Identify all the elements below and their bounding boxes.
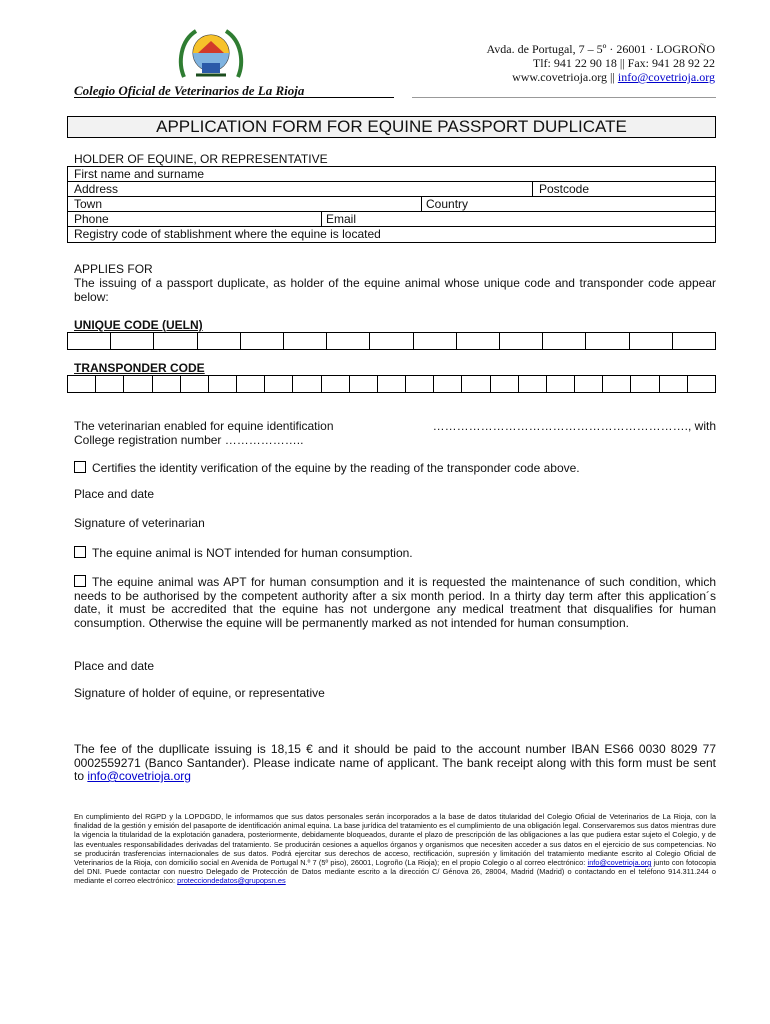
address-line-1: Avda. de Portugal, 7 – 5º · 26001 · LOGROÑO xyxy=(486,42,715,56)
first-name-label: First name and surname xyxy=(74,167,205,181)
ueln-grid[interactable] xyxy=(67,332,716,350)
ueln-label: UNIQUE CODE (UELN) xyxy=(74,318,203,332)
header-divider-right xyxy=(412,97,716,98)
certifies-text: Certifies the identity verification of the equine by the reading of the transponder code above. xyxy=(92,461,580,475)
holder-heading: HOLDER OF EQUINE, OR REPRESENTATIVE xyxy=(74,152,328,166)
vet-dots: ………………………………………………………., with xyxy=(432,419,716,433)
college-name: Colegio Oficial de Veterinarios de La Rioja xyxy=(74,83,305,98)
country-cell[interactable] xyxy=(421,197,717,211)
website-text: www.covetrioja.org xyxy=(512,70,608,84)
fee-text: The fee of the dupllicate issuing is 18,15 € and it should be paid to the account number IBAN ES66 0030 8029 77 0002559271 (Banco Santander). Please indicate name of applicant. The bank receipt along with this form must be sent to xyxy=(74,742,716,783)
applies-section xyxy=(74,262,716,304)
applies-text: The issuing of a passport duplicate, as holder of the equine animal whose unique code and transponder code appear below: xyxy=(74,276,716,304)
legal-email-link-2[interactable]: protecciondedatos@grupopsn.es xyxy=(177,876,286,886)
vet-line-2: College registration number ……………….. xyxy=(74,432,304,447)
apt-human-text: The equine animal was APT for human consumption and it is requested the maintenance of such condition, which needs to be authorised by the competent authority after a six month period. In a thirty day term after this application´s date, it must be accredited that the equine has not undergone any medical treatment that disqualifies for human consumption. Otherwise the equine will be permanently marked as not intended for human consumption. xyxy=(74,575,716,630)
address-line-2: Tlf: 941 22 90 18 || Fax: 941 28 92 22 xyxy=(532,56,715,70)
not-human-text: The equine animal is NOT intended for human consumption. xyxy=(92,546,413,560)
country-label: Country xyxy=(426,197,469,211)
row-town[interactable] xyxy=(67,196,716,211)
separator: || xyxy=(607,70,618,84)
college-logo-icon xyxy=(176,27,246,83)
signature-holder: Signature of holder of equine, or representative xyxy=(74,686,325,700)
vet-line-1: The veterinarian enabled for equine identification xyxy=(74,419,334,433)
row-phone[interactable] xyxy=(67,211,716,226)
email-cell[interactable] xyxy=(321,212,717,226)
transponder-grid[interactable] xyxy=(67,375,716,393)
legal-text-1: En cumplimiento del RGPD y la LOPDGDD, le informamos que sus datos personales serán incorporados a la base de datos titularidad del Colegio Oficial de Veterinarios de La Rioja, con la finalidad de la gestión y emisión del pasaporte de identificación animal equina. La base jurídica del tratamiento es el cumplimiento de una obligación legal. Conservaremos sus datos mientras dure la vigencia la titularidad de la explotación ganadera, posteriormente, debidamente bloqueados, durante el plazo de prescripción de las obligaciones a las que pudiera estar sujeto el Colegio, y de las eventuales responsabilidades derivadas del tratamiento. Se producirán cesiones a aquellos órganos y organismos que necesiten acceder a sus datos en el ejercicio de sus competencias. No se producirán trasferencias internacionales de sus datos. Podrá ejercitar sus derechos de acceso, rectificación, supresión y limitación del tratamiento mediante escrito al Colegio Oficial de Veterinarios de la Rioja, con domicilio social en Avenida de Portugal N.º 7 (5º piso), 26001, Logroño (La Rioja); en el propio Colegio o al correo electrónico: xyxy=(74,812,716,868)
place-date-2: Place and date xyxy=(74,659,155,673)
postcode-cell[interactable] xyxy=(532,182,717,196)
postcode-label: Postcode xyxy=(539,182,590,196)
fee-email-link[interactable]: info@covetrioja.org xyxy=(87,769,191,783)
row-address[interactable] xyxy=(67,181,716,196)
form-title: APPLICATION FORM FOR EQUINE PASSPORT DUPLICATE xyxy=(67,116,716,138)
header-divider xyxy=(74,97,394,98)
legal-email-link-1[interactable]: info@covetrioja.org xyxy=(587,858,652,868)
registry-label: Registry code of stablishment where the equine is located xyxy=(74,227,381,241)
header-email-link[interactable]: info@covetrioja.org xyxy=(617,70,715,84)
college-address xyxy=(405,42,715,84)
fee-paragraph xyxy=(74,743,716,784)
town-label: Town xyxy=(74,197,103,211)
signature-vet: Signature of veterinarian xyxy=(74,516,205,530)
not-human-option[interactable] xyxy=(74,546,716,561)
not-human-checkbox[interactable] xyxy=(74,546,86,558)
vet-statement xyxy=(74,420,716,447)
legal-notice xyxy=(74,812,716,886)
place-date-1: Place and date xyxy=(74,487,155,501)
apt-human-checkbox[interactable] xyxy=(74,575,86,587)
row-first-name[interactable] xyxy=(67,166,716,181)
certifies-option[interactable] xyxy=(74,461,716,476)
apt-human-option[interactable] xyxy=(74,575,716,630)
legal-text-2: junto con fotocopia del DNI. Puede contactar con nuestro Delegado de Protección de Datos mediante escrito a la dirección C/ Génova 26, 28004, Madrid (Madrid) o contactando en el teléfono 914.311.244 o mediante el correo electrónico: xyxy=(74,858,716,886)
phone-label: Phone xyxy=(74,212,109,226)
applies-heading: APPLIES FOR xyxy=(74,262,153,276)
row-registry[interactable] xyxy=(67,226,716,243)
email-label: Email xyxy=(326,212,357,226)
certifies-checkbox[interactable] xyxy=(74,461,86,473)
address-line-3 xyxy=(405,70,715,84)
transponder-label: TRANSPONDER CODE xyxy=(74,361,205,375)
address-label: Address xyxy=(74,182,119,196)
